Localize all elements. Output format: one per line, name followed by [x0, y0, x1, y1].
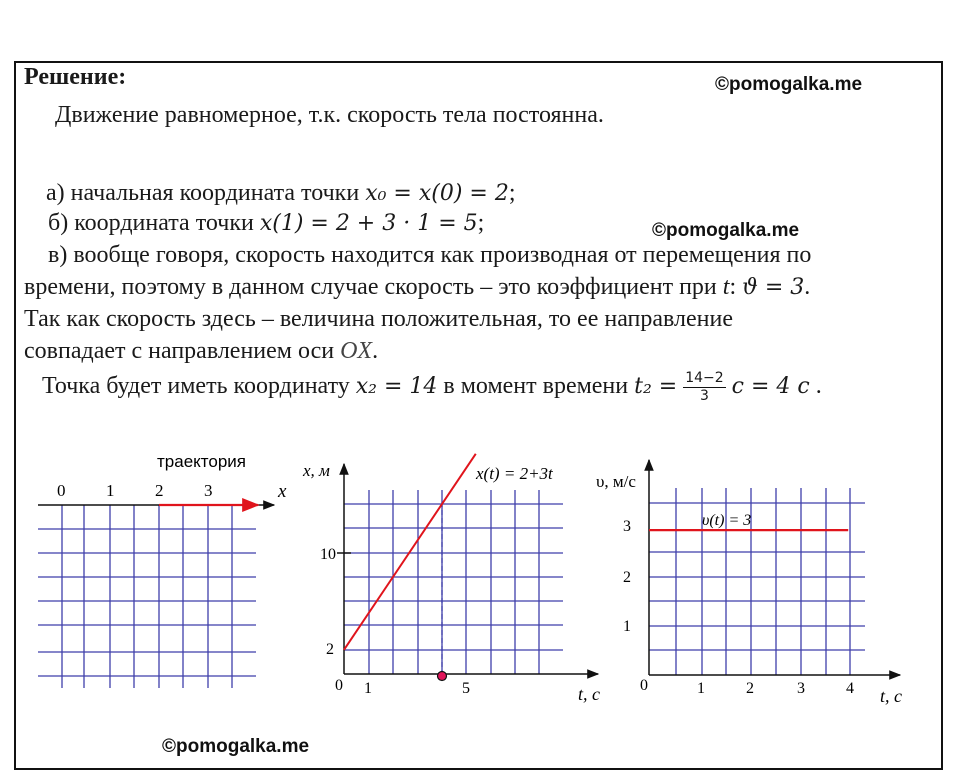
velocity-y-label: υ, м/с	[596, 472, 636, 491]
position-y-label: x, м	[303, 461, 330, 480]
trajectory-tick-2: 2	[155, 481, 164, 500]
velocity-x-tick-3: 3	[797, 680, 805, 697]
velocity-grid	[649, 488, 865, 675]
watermark-bottom: ©pomogalka.me	[162, 736, 310, 757]
trajectory-grid	[38, 505, 256, 688]
position-y-tick-2: 2	[326, 641, 334, 658]
trajectory-tick-3: 3	[204, 481, 213, 500]
item-c-line1: в) вообще говоря, скорость находится как производная от перемещения по	[48, 242, 812, 268]
position-grid	[344, 490, 563, 674]
velocity-chart	[596, 460, 902, 706]
item-b: б) координата точки x(1) = 2 + 3 · 1 = 5;	[48, 210, 485, 236]
time-fraction: $\frac{14-2}{3}$	[685, 369, 724, 404]
velocity-x-label: t, с	[880, 686, 902, 706]
final-statement: Точка будет иметь координату x₂ = 14 в момент времени t₂ = $\frac{14-2}{3}$ c = 4 c .	[42, 369, 822, 404]
position-x-tick-1: 1	[364, 680, 372, 697]
item-a: а) начальная координата точки x₀ = x(0) = 2;	[46, 180, 516, 206]
trajectory-tick-1: 1	[106, 481, 115, 500]
item-c-line4: совпадает с направлением оси OX.	[24, 338, 379, 364]
velocity-origin: 0	[640, 677, 648, 694]
item-c-line2: времени, поэтому в данном случае скорость – это коэффициент при t: ϑ = 3.	[24, 274, 811, 300]
item-c-line3: Так как скорость здесь – величина положительная, то ее направление	[24, 306, 734, 332]
position-highlight-point	[438, 672, 447, 681]
position-series-label: x(t) = 2+3t	[476, 464, 553, 483]
trajectory-chart	[38, 452, 287, 688]
watermark-middle: ©pomogalka.me	[652, 220, 800, 241]
trajectory-tick-0: 0	[57, 481, 66, 500]
trajectory-title: траектория	[157, 452, 246, 471]
velocity-x-tick-2: 2	[746, 680, 754, 697]
watermark-top: ©pomogalka.me	[715, 74, 863, 95]
solution-heading: Решение:	[24, 64, 127, 90]
velocity-x-tick-1: 1	[697, 680, 705, 697]
velocity-y-tick-3: 3	[623, 518, 631, 535]
velocity-y-tick-1: 1	[623, 618, 631, 635]
position-chart	[302, 454, 600, 704]
intro-text: Движение равномерное, т.к. скорость тела постоянна.	[55, 102, 604, 128]
position-y-tick-label-10: 10	[320, 546, 336, 563]
position-origin: 0	[335, 677, 343, 694]
position-x-tick-5: 5	[462, 680, 470, 697]
position-series-line	[344, 454, 476, 650]
velocity-x-tick-4: 4	[846, 680, 854, 697]
position-x-label: t, с	[578, 684, 600, 704]
velocity-series-label: υ(t) = 3	[702, 512, 752, 529]
velocity-y-tick-2: 2	[623, 569, 631, 586]
trajectory-x-label: x	[278, 481, 287, 502]
